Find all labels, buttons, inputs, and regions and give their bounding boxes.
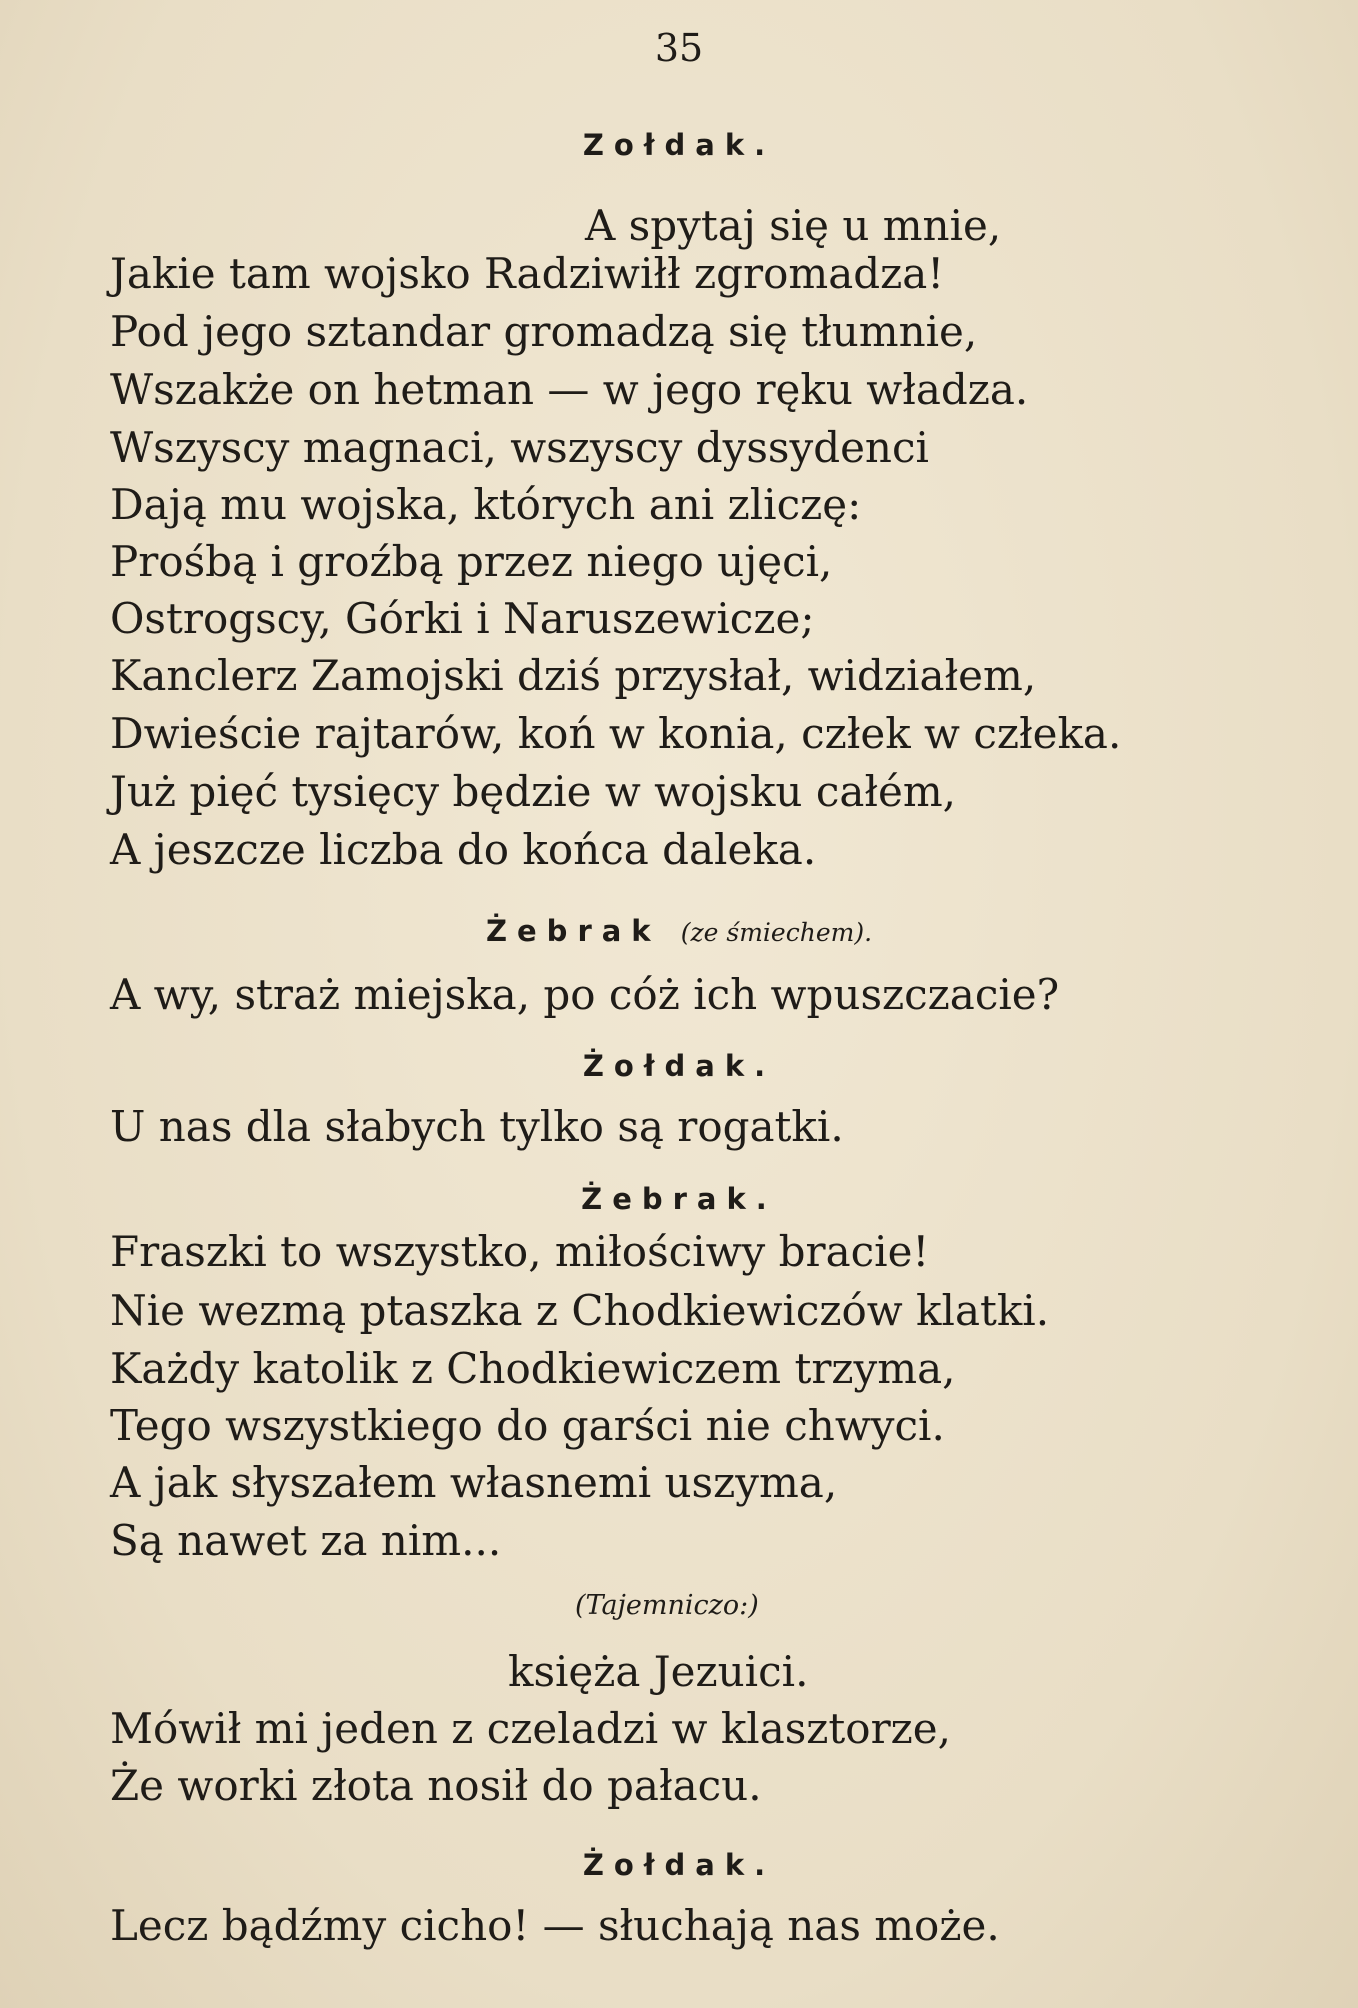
speaker-with-direction [0, 914, 1358, 948]
verse-line: U nas dla słabych tylko są rogatki. [110, 1102, 844, 1151]
verse-line: A wy, straż miejska, po cóż ich wpuszczacie? [110, 970, 1060, 1019]
verse-line: Już pięć tysięcy będzie w wojsku całém, [110, 767, 957, 816]
verse-line: Dają mu wojska, których ani zliczę: [110, 480, 862, 529]
stage-direction: (ze śmiechem). [680, 918, 873, 947]
verse-line: Wszyscy magnaci, wszyscy dyssydenci [110, 423, 929, 472]
stage-direction: (Tajemniczo:) [575, 1590, 759, 1621]
speaker-name: Zołdak. [582, 128, 776, 162]
speaker-name: Żebrak. [581, 1182, 777, 1216]
verse-line: Kanclerz Zamojski dziś przysłał, widziałem, [110, 651, 1037, 700]
speaker-name: Żołdak. [582, 1848, 776, 1882]
verse-line: Nie wezmą ptaszka z Chodkiewiczów klatki. [110, 1286, 1050, 1335]
verse-line: Pod jego sztandar gromadzą się tłumnie, [110, 307, 978, 356]
page-number: 35 [654, 26, 704, 70]
verse-line: Jakie tam wojsko Radziwiłł zgromadza! [110, 249, 945, 298]
verse-line: A spytaj się u mnie, [585, 201, 1002, 250]
verse-line: Ostrogscy, Górki i Naruszewicze; [110, 594, 815, 643]
verse-line: Fraszki to wszystko, miłościwy bracie! [110, 1227, 930, 1276]
verse-line: Wszakże on hetman — w jego ręku władza. [110, 365, 1029, 414]
verse-line: A jeszcze liczba do końca daleka. [110, 825, 817, 874]
verse-line: Dwieście rajtarów, koń w konia, człek w człeka. [110, 709, 1122, 758]
verse-line: Każdy katolik z Chodkiewiczem trzyma, [110, 1344, 956, 1393]
speaker-name: Żołdak. [582, 1049, 776, 1083]
verse-line: księża Jezuici. [508, 1647, 809, 1696]
speaker-name: Żebrak [485, 914, 661, 948]
verse-line: A jak słyszałem własnemi uszyma, [110, 1458, 838, 1507]
verse-line: Że worki złota nosił do pałacu. [110, 1761, 762, 1810]
verse-line: Prośbą i groźbą przez niego ujęci, [110, 537, 833, 586]
verse-line: Lecz bądźmy cicho! — słuchają nas może. [110, 1901, 1000, 1950]
verse-line: Są nawet za nim... [110, 1516, 502, 1565]
verse-line: Mówił mi jeden z czeladzi w klasztorze, [110, 1704, 952, 1753]
verse-line: Tego wszystkiego do garści nie chwyci. [110, 1401, 945, 1450]
